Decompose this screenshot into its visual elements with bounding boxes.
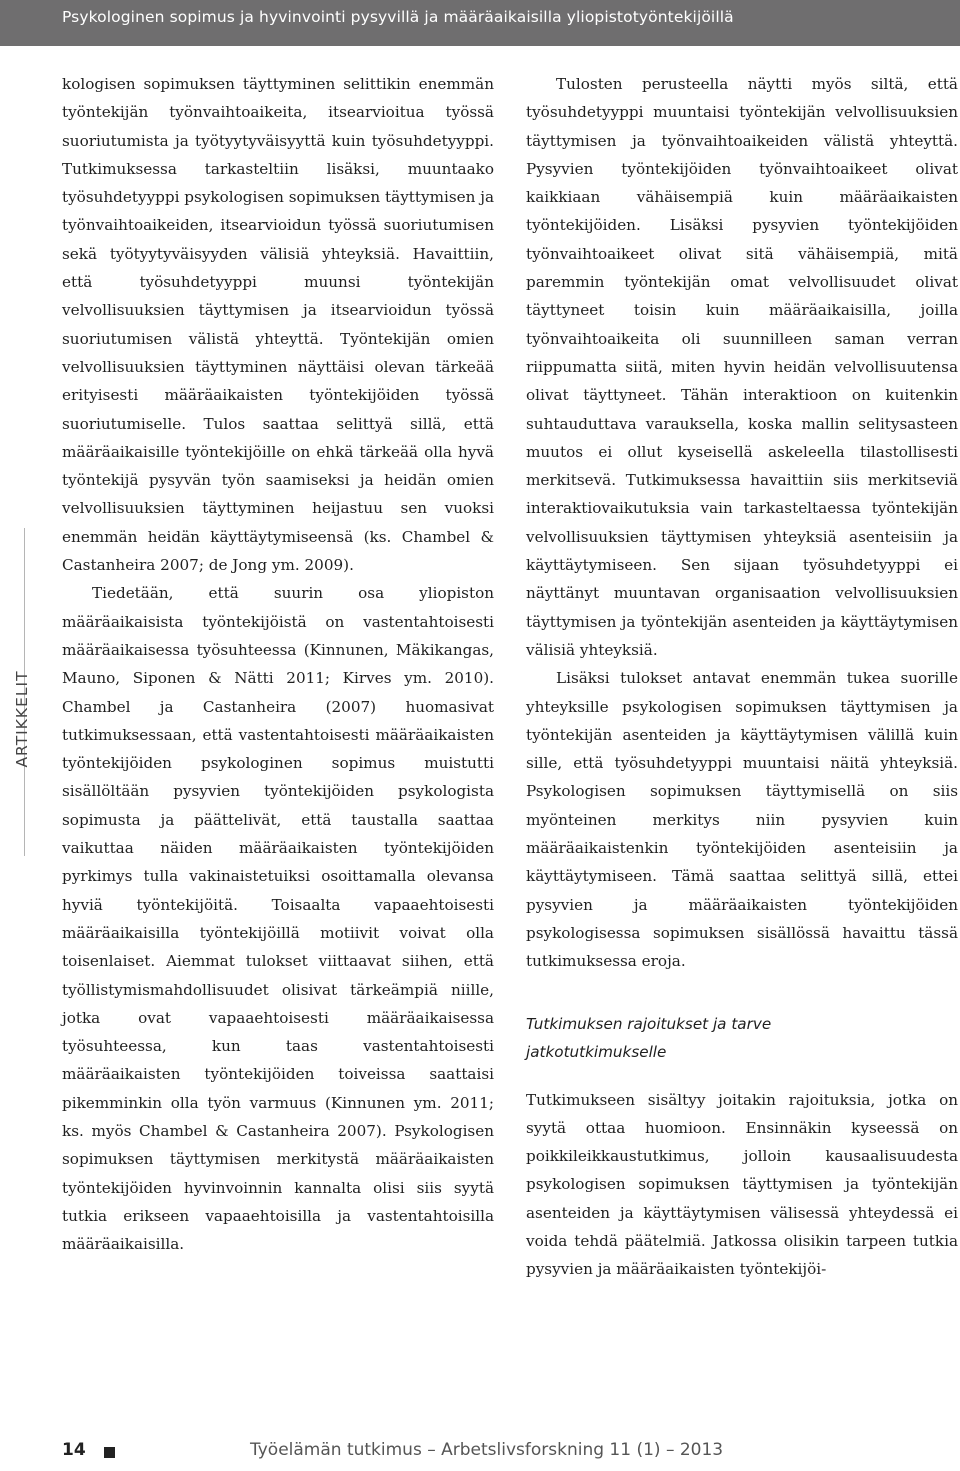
left-paragraph-2: Tiedetään, että suurin osa yliopiston määräaikaisista työntekijöistä on vastentahtoisesti määräaikaisessa työsuhteessa (Kinnunen, Mäkikangas, Mauno, Siponen & Nätti 2011; Kirves ym. 2010). Chambel ja Castanheira (2007) huomasivat tutkimuksessaan, että vastentahtoisesti määräaikaisten työntekijöiden psykologinen sopimus muistutti sisällöltään pysyvien työntekijöiden psykologista sopimusta ja päättelivät, että taustalla saattaa vaikuttaa näiden määräaikaisten työntekijöiden pyrkimys tulla vakinaistetuiksi osoittamalla olevansa hyviä työntekijöitä. Toisaalta vapaaehtoisesti määräaikaisilla työntekijöillä motiivit voivat olla toisenlaiset. Aiemmat tulokset viittaavat siihen, että työllistymismahdollisuudet olisivat tärkeämpiä niille, jotka ovat vapaaehtoisesti määräaikaisessa työsuhteessa, kun taas vastentahtoisesti määräaikaisten työntekijöiden toiveissa saattaisi pikemminkin olla työn varmuus (Kinnunen ym. 2011; ks. myös Chambel & Castanheira 2007). Psykologisen sopimuksen täyttymisen merkitystä määräaikaisten työntekijöiden hyvinvoinnin kannalta olisi siis syytä tutkia erikseen vapaaehtoisilla ja vastentahtoisilla määräaikaisilla. [62, 584, 494, 1254]
square-bullet-icon [104, 1447, 115, 1458]
running-title: Psykologinen sopimus ja hyvinvointi pysyvillä ja määräaikaisilla yliopistotyöntekijöillä [62, 8, 734, 26]
right-paragraph-1: Tulosten perusteella näytti myös siltä, että työsuhdetyyppi muuntaisi työntekijän velvollisuuksien täyttymisen ja työnvaihtoaikeiden välistä yhteyttä. Pysyvien työntekijöiden työnvaihtoaikeet olivat kaikkiaan vähäisempiä kuin määräaikaisten työntekijöiden. Lisäksi pysyvien työntekijöiden työnvaihtoaikeet olivat sitä vähäisempiä, mitä paremmin työntekijän omat velvollisuudet olivat täyttyneet toisin kuin määräaikaisilla, joilla työnvaihtoaikeita oli suunnilleen saman verran riippumatta siitä, miten hyvin heidän velvollisuutensa olivat täyttyneet. Tähän interaktioon on kuitenkin suhtauduttava varauksella, koska mallin selitysasteen muutos ei ollut kyseisellä askeleella tilastollisesti merkitsevä. Tutkimuksessa havaittiin siis merkitseviä interaktiovaikutuksia vain tarkasteltaessa työntekijän velvollisuuksien täyttymisen yhteyksiä asenteisiin ja käyttäytymiseen. Sen sijaan työsuhdetyyppi ei näyttänyt muuntavan organisaation velvollisuuksien täyttymisen ja työntekijän asenteiden ja käyttäytymisen välisiä yhteyksiä. [526, 75, 958, 659]
section-label-text: ARTIKKELIT [13, 670, 31, 768]
left-column [62, 70, 494, 1258]
header-bar [0, 0, 960, 46]
right-paragraph-3: Tutkimukseen sisältyy joitakin rajoituksia, jotka on syytä ottaa huomioon. Ensinnäkin kyseessä on poikkileikkaustutkimus, jolloin kausaalisuudesta psykologisen sopimuksen täyttymisen ja työntekijän asenteiden ja käyttäytymisen välisessä yhteydessä ei voida tehdä päätelmiä. Jatkossa olisikin tarpeen tutkia pysyvien ja määräaikaisten työntekijöi- [526, 1090, 958, 1279]
right-paragraph-2: Lisäksi tulokset antavat enemmän tukea suorille yhteyksille psykologisen sopimuksen täyttymisen ja työntekijän asenteiden ja käyttäytymisen välillä kuin sille, että työsuhdetyyppi muuntaisi näitä yhteyksiä. Psykologisen sopimuksen täyttymisellä on siis myönteinen merkitys niin pysyvien kuin määräaikaistenkin työntekijöiden asenteisiin ja käyttäytymiseen. Tämä saattaa selittyä sillä, ettei pysyvien ja määräaikaisten työntekijöiden psykologisessa sopimuksen sisällössä havaittu tässä tutkimuksessa eroja. [526, 669, 958, 971]
subheading-line-1: Tutkimuksen rajoitukset ja tarve [526, 1014, 772, 1033]
page-number: 14 [62, 1440, 86, 1460]
journal-name: Työelämän tutkimus – Arbetslivsforskning 11 (1) – 2013 [250, 1440, 724, 1460]
page-footer [62, 1440, 942, 1466]
left-paragraph-1: kologisen sopimuksen täyttyminen selittikin enemmän työntekijän työnvaihtoaikeita, itsearvioitua työssä suoriutumista ja työtyytyväisyyttä kuin työsuhdetyyppi. Tutkimuksessa tarkasteltiin lisäksi, muuntaako työsuhdetyyppi psykologisen sopimuksen täyttymisen ja työnvaihtoaikeiden, itsearvioidun työssä suoriutumisen sekä työtyytyväisyyden välisiä yhteyksiä. Havaittiin, että työsuhdetyyppi muunsi työntekijän velvollisuuksien täyttymisen ja itsearvioidun työssä suoriutumisen välistä yhteyttä. Työntekijän omien velvollisuuksien täyttyminen näyttäisi olevan tärkeää erityisesti määräaikaisten työntekijöiden työssä suoriutumiselle. Tulos saattaa selittyä sillä, että määräaikaisille työntekijöille on ehkä tärkeää olla hyvä työntekijä pysyvän työn saamiseksi ja heidän omien velvollisuuksien täyttyminen heijastuu sen vuoksi enemmän heidän käyttäytymiseensä (ks. Chambel & Castanheira 2007; de Jong ym. 2009). [62, 75, 494, 575]
section-subheading [526, 1010, 958, 1066]
right-column [526, 70, 958, 1284]
section-label [0, 670, 44, 768]
subheading-line-2: jatkotutkimukselle [526, 1042, 667, 1061]
